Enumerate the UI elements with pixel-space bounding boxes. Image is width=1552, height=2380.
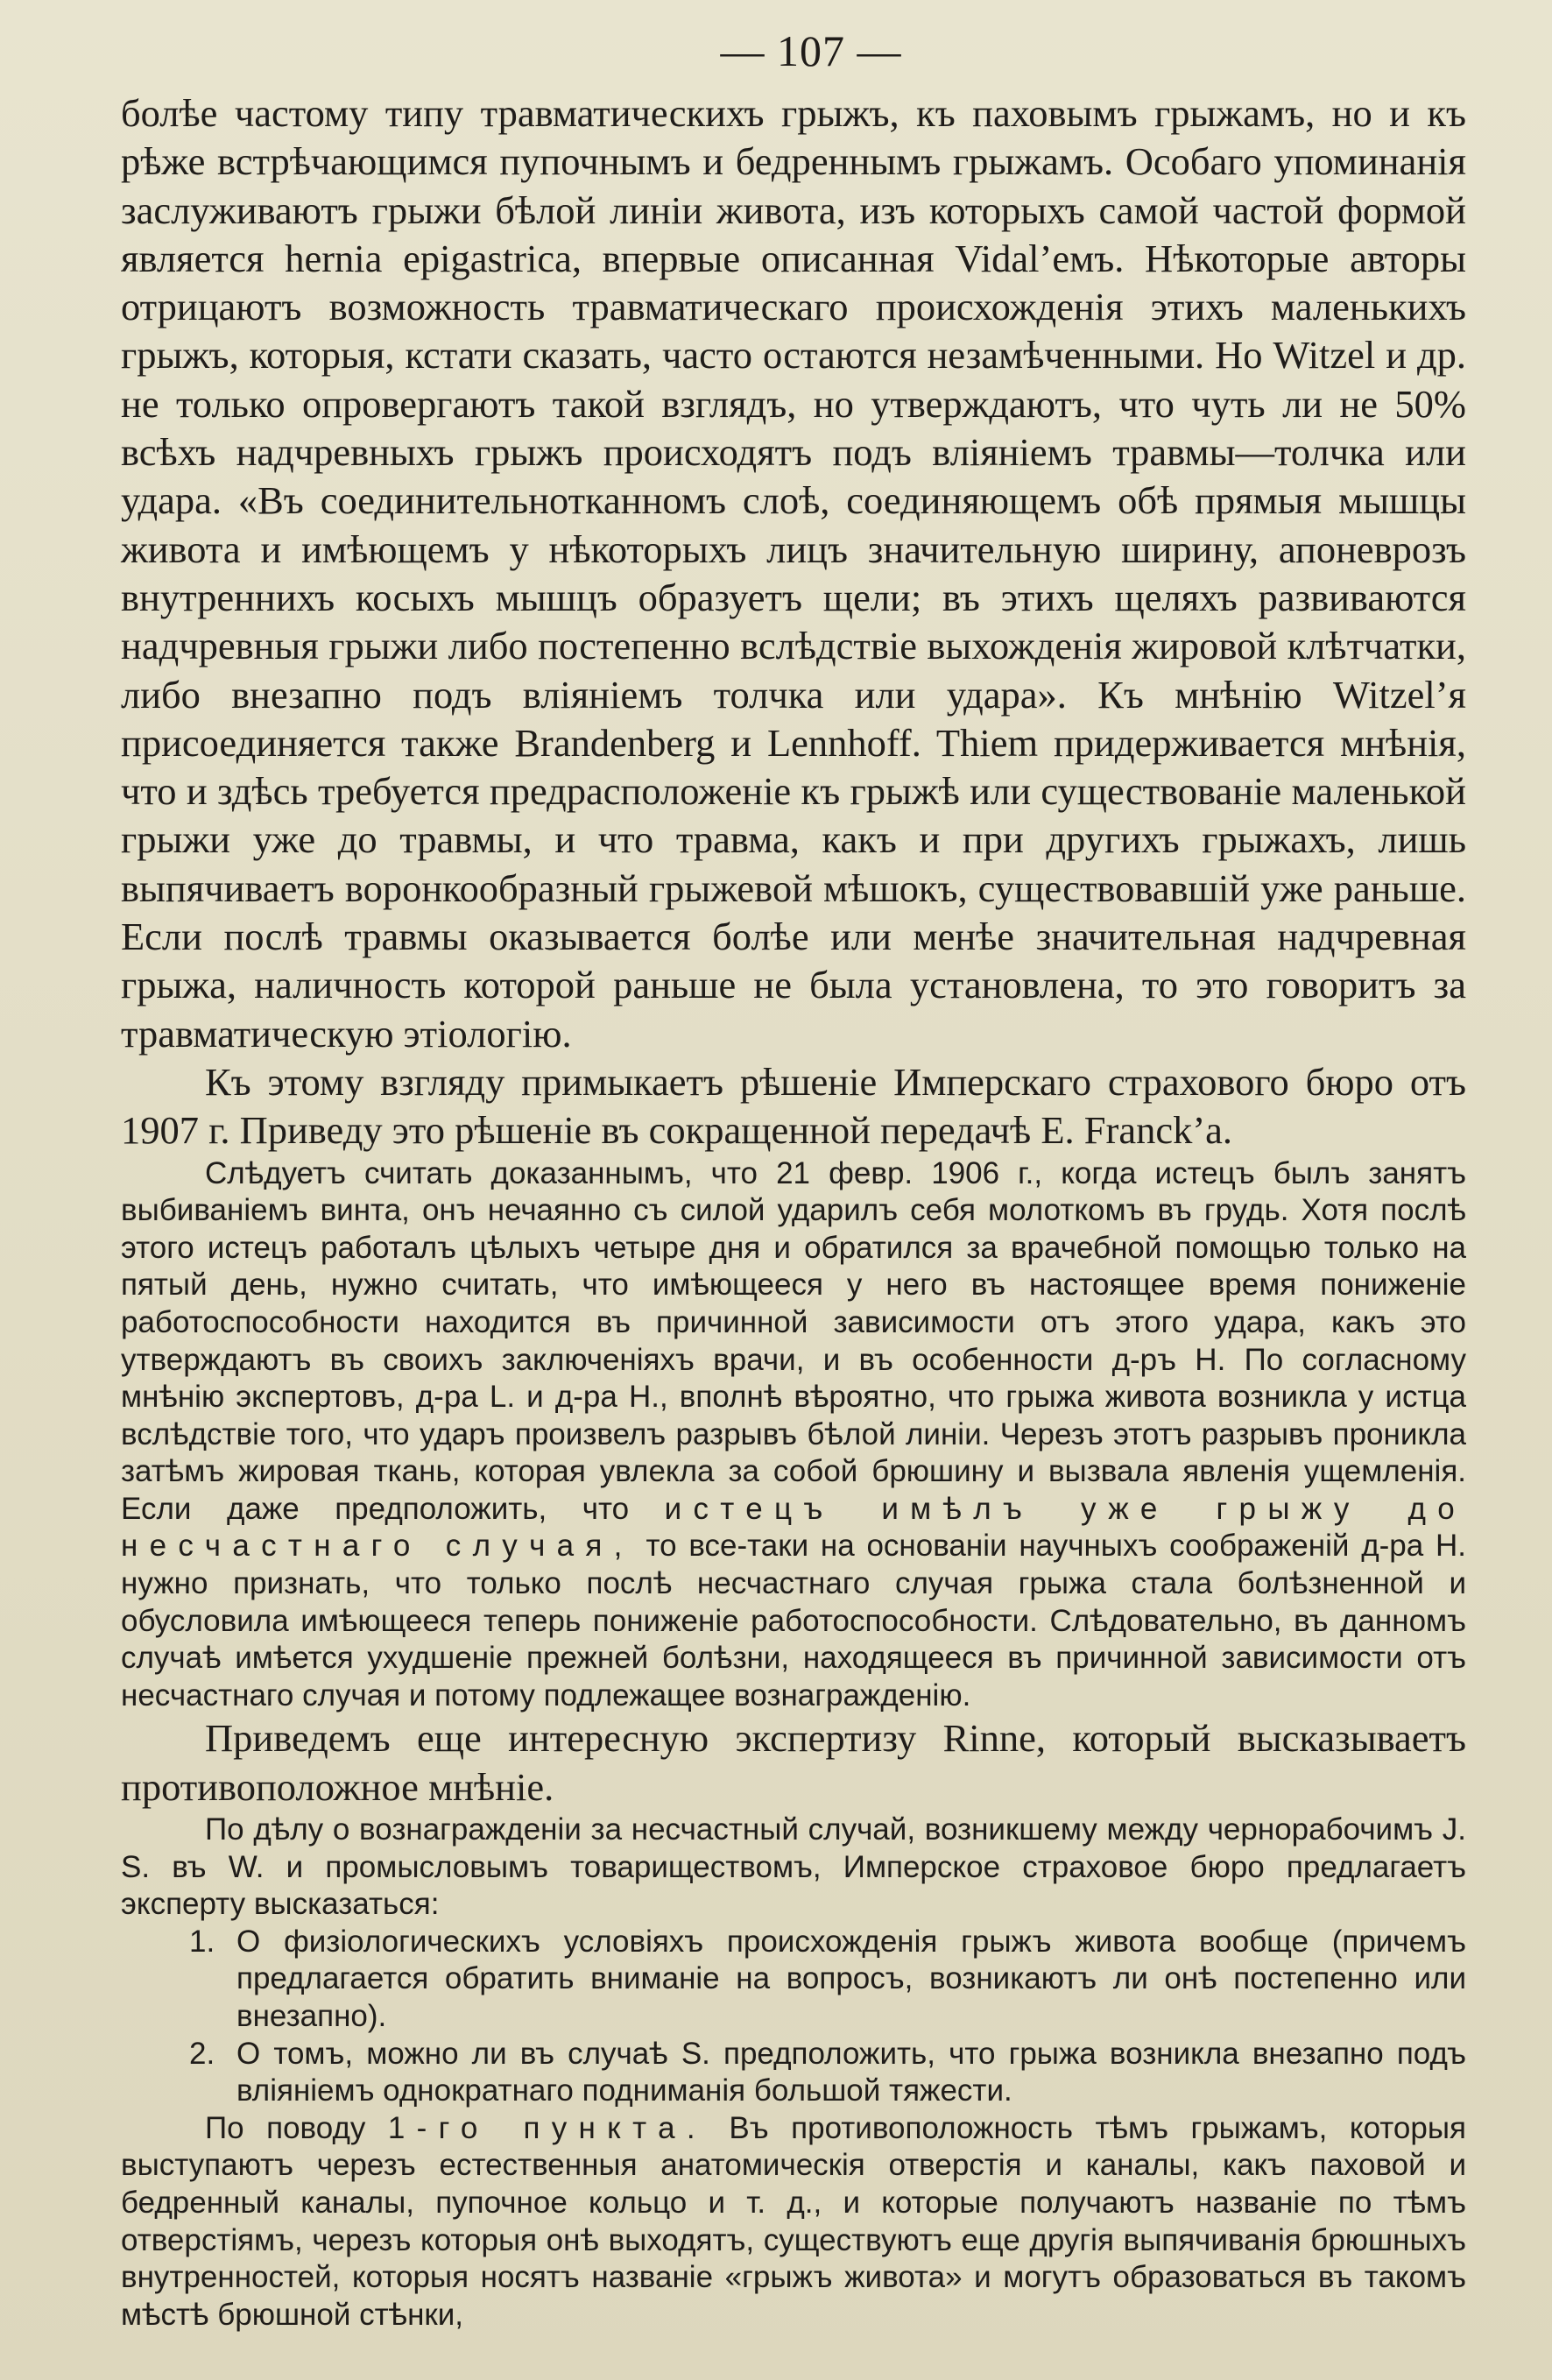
expertise-point-one xyxy=(121,2110,1466,2334)
list-item xyxy=(121,2036,1466,2110)
paragraph-rinne-expertise: Приведемъ еще интересную экспертизу Rinne, который высказываетъ противоположное мнѣніе. xyxy=(121,1716,1466,1809)
point-one-start: По поводу xyxy=(205,2110,366,2145)
paragraph-hernia-types: болѣе частому типу травматическихъ грыжъ, къ паховымъ грыжамъ, но и къ рѣже встрѣчающимся пупочнымъ и бедреннымъ грыжамъ. Особаго упоминанія заслуживаютъ грыжи бѣлой линіи живота, изъ которыхъ самой частой формой является hernia epigastrica, впервые описанная Vidal’емъ. Нѣкоторые авторы отрицаютъ возможность травматическаго происхожденія этихъ маленькихъ грыжъ, которыя, кстати сказать, часто остаются незамѣченными. Но Witzel и др. не только опровергаютъ такой взглядъ, но утверждаютъ, что чуть ли не 50% всѣхъ надчревныхъ грыжъ происходятъ подъ вліяніемъ травмы—толчка или удара. «Въ соединительнотканномъ слоѣ, соединяющемъ обѣ прямыя мышцы живота и имѣющемъ у нѣкоторыхъ лицъ значительную ширину, апоневрозъ внутреннихъ косыхъ мышцъ образуетъ щели; въ этихъ щеляхъ развиваются надчревныя грыжи либо постепенно вслѣдствіе выхожденія жировой клѣтчатки, либо внезапно подъ вліяніемъ толчка или удара». Къ мнѣнію Witzel’я присоединяется также Brandenberg и Lennhoff. Thiem придерживается мнѣнія, что и здѣсь требуется предрасположеніе къ грыжѣ или существованіе маленькой грыжи уже до травмы, и что травма, какъ и при другихъ грыжахъ, лишь выпячиваетъ воронкообразный грыжевой мѣшокъ, существовавшій уже раньше. Если послѣ травмы оказывается болѣе или менѣе значительная надчревная грыжа, наличность которой раньше не была установлена, то это говоритъ за травматическую этіологію. xyxy=(121,91,1466,1056)
list-text: О томъ, можно ли въ случаѣ S. предположить, что грыжа возникла внезапно подъ вліяніемъ однократнаго подниманія большой тяжести. xyxy=(236,2036,1466,2108)
paragraph-insurance-decision: Къ этому взгляду примыкаетъ рѣшеніе Имперскаго страхового бюро отъ 1907 г. Приведу это рѣшеніе въ сокращенной передачѣ E. Franck’a. xyxy=(121,1059,1466,1153)
list-item xyxy=(121,1924,1466,2036)
point-one-text: Въ противоположность тѣмъ грыжамъ, которыя выступаютъ черезъ естественныя анатомическія отверстія и каналы, какъ паховой и бедренный каналы, пупочное кольцо и т. д., и которые получаютъ названіе по тѣмъ отверстіямъ, черезъ которыя онѣ выходятъ, существуютъ еще другія выпячиванія брюшныхъ внутренностей, которыя носятъ названіе «грыжъ живота» и могутъ образоваться въ такомъ мѣстѣ брюшной стѣнки, xyxy=(121,2110,1466,2332)
quoted-decision xyxy=(121,1155,1466,1715)
list-number: 2. xyxy=(189,2036,215,2071)
decision-text-main: Слѣдуетъ считать доказаннымъ, что 21 февр. 1906 г., когда истецъ былъ занятъ выбиваніемъ винта, онъ нечаянно съ силой ударилъ себя молоткомъ въ грудь. Хотя послѣ этого истецъ работалъ цѣлыхъ четыре дня и обратился за врачебной помощью только на пятый день, нужно считать, что имѣющееся у него въ настоящее время пониженіе работоспособности находится въ причинной зависимости отъ этого удара, какъ это утверждаютъ въ своихъ заключеніяхъ врачи, и въ особенности д-ръ Н. По согласному мнѣнію экспертовъ, д-ра L. и д-ра Н., вполнѣ вѣроятно, что грыжа живота возникла у истца вслѣдствіе того, что ударъ произвелъ разрывъ бѣлой линіи. Черезъ этотъ разрывъ проникла затѣмъ жировая ткань, которая увлекла за собой брюшину и вызвала явленія ущемленія. Если даже предположить, что xyxy=(121,1155,1466,1526)
decision-text-spaced: истецъ имѣлъ уже грыжу до несчастнаго случая, xyxy=(121,1491,1466,1564)
expertise-intro: По дѣлу о вознагражденіи за несчастный случай, возникшему между чернорабочимъ J. S. въ W. и промысловымъ товариществомъ, Имперское страховое бюро предлагаетъ эксперту высказаться: xyxy=(121,1812,1466,1922)
quoted-expertise xyxy=(121,1811,1466,2334)
page-number: — 107 — xyxy=(720,26,902,75)
point-one-spaced: 1-го пункта. xyxy=(387,2110,707,2145)
decision-text xyxy=(121,1155,1466,1715)
main-text-2 xyxy=(121,1714,1466,1811)
list-number: 1. xyxy=(189,1924,215,1959)
decision-text-end: то все-таки на основаніи научныхъ соображеній д-ра Н. нужно признать, что только послѣ несчастнаго случая грыжа стала болѣзненной и обусловила имѣющееся теперь пониженіе работоспособности. Слѣдовательно, въ данномъ случаѣ имѣется ухудшеніе прежней болѣзни, находящееся въ причинной зависимости отъ несчастнаго случая и потому подлежащее вознагражденію. xyxy=(121,1529,1466,1713)
list-text: О физіологическихъ условіяхъ происхожденія грыжъ живота вообще (причемъ предлагается обратить вниманіе на вопросъ, возникаютъ ли онѣ постепенно или внезапно). xyxy=(236,1924,1466,2033)
main-text xyxy=(121,89,1466,1155)
